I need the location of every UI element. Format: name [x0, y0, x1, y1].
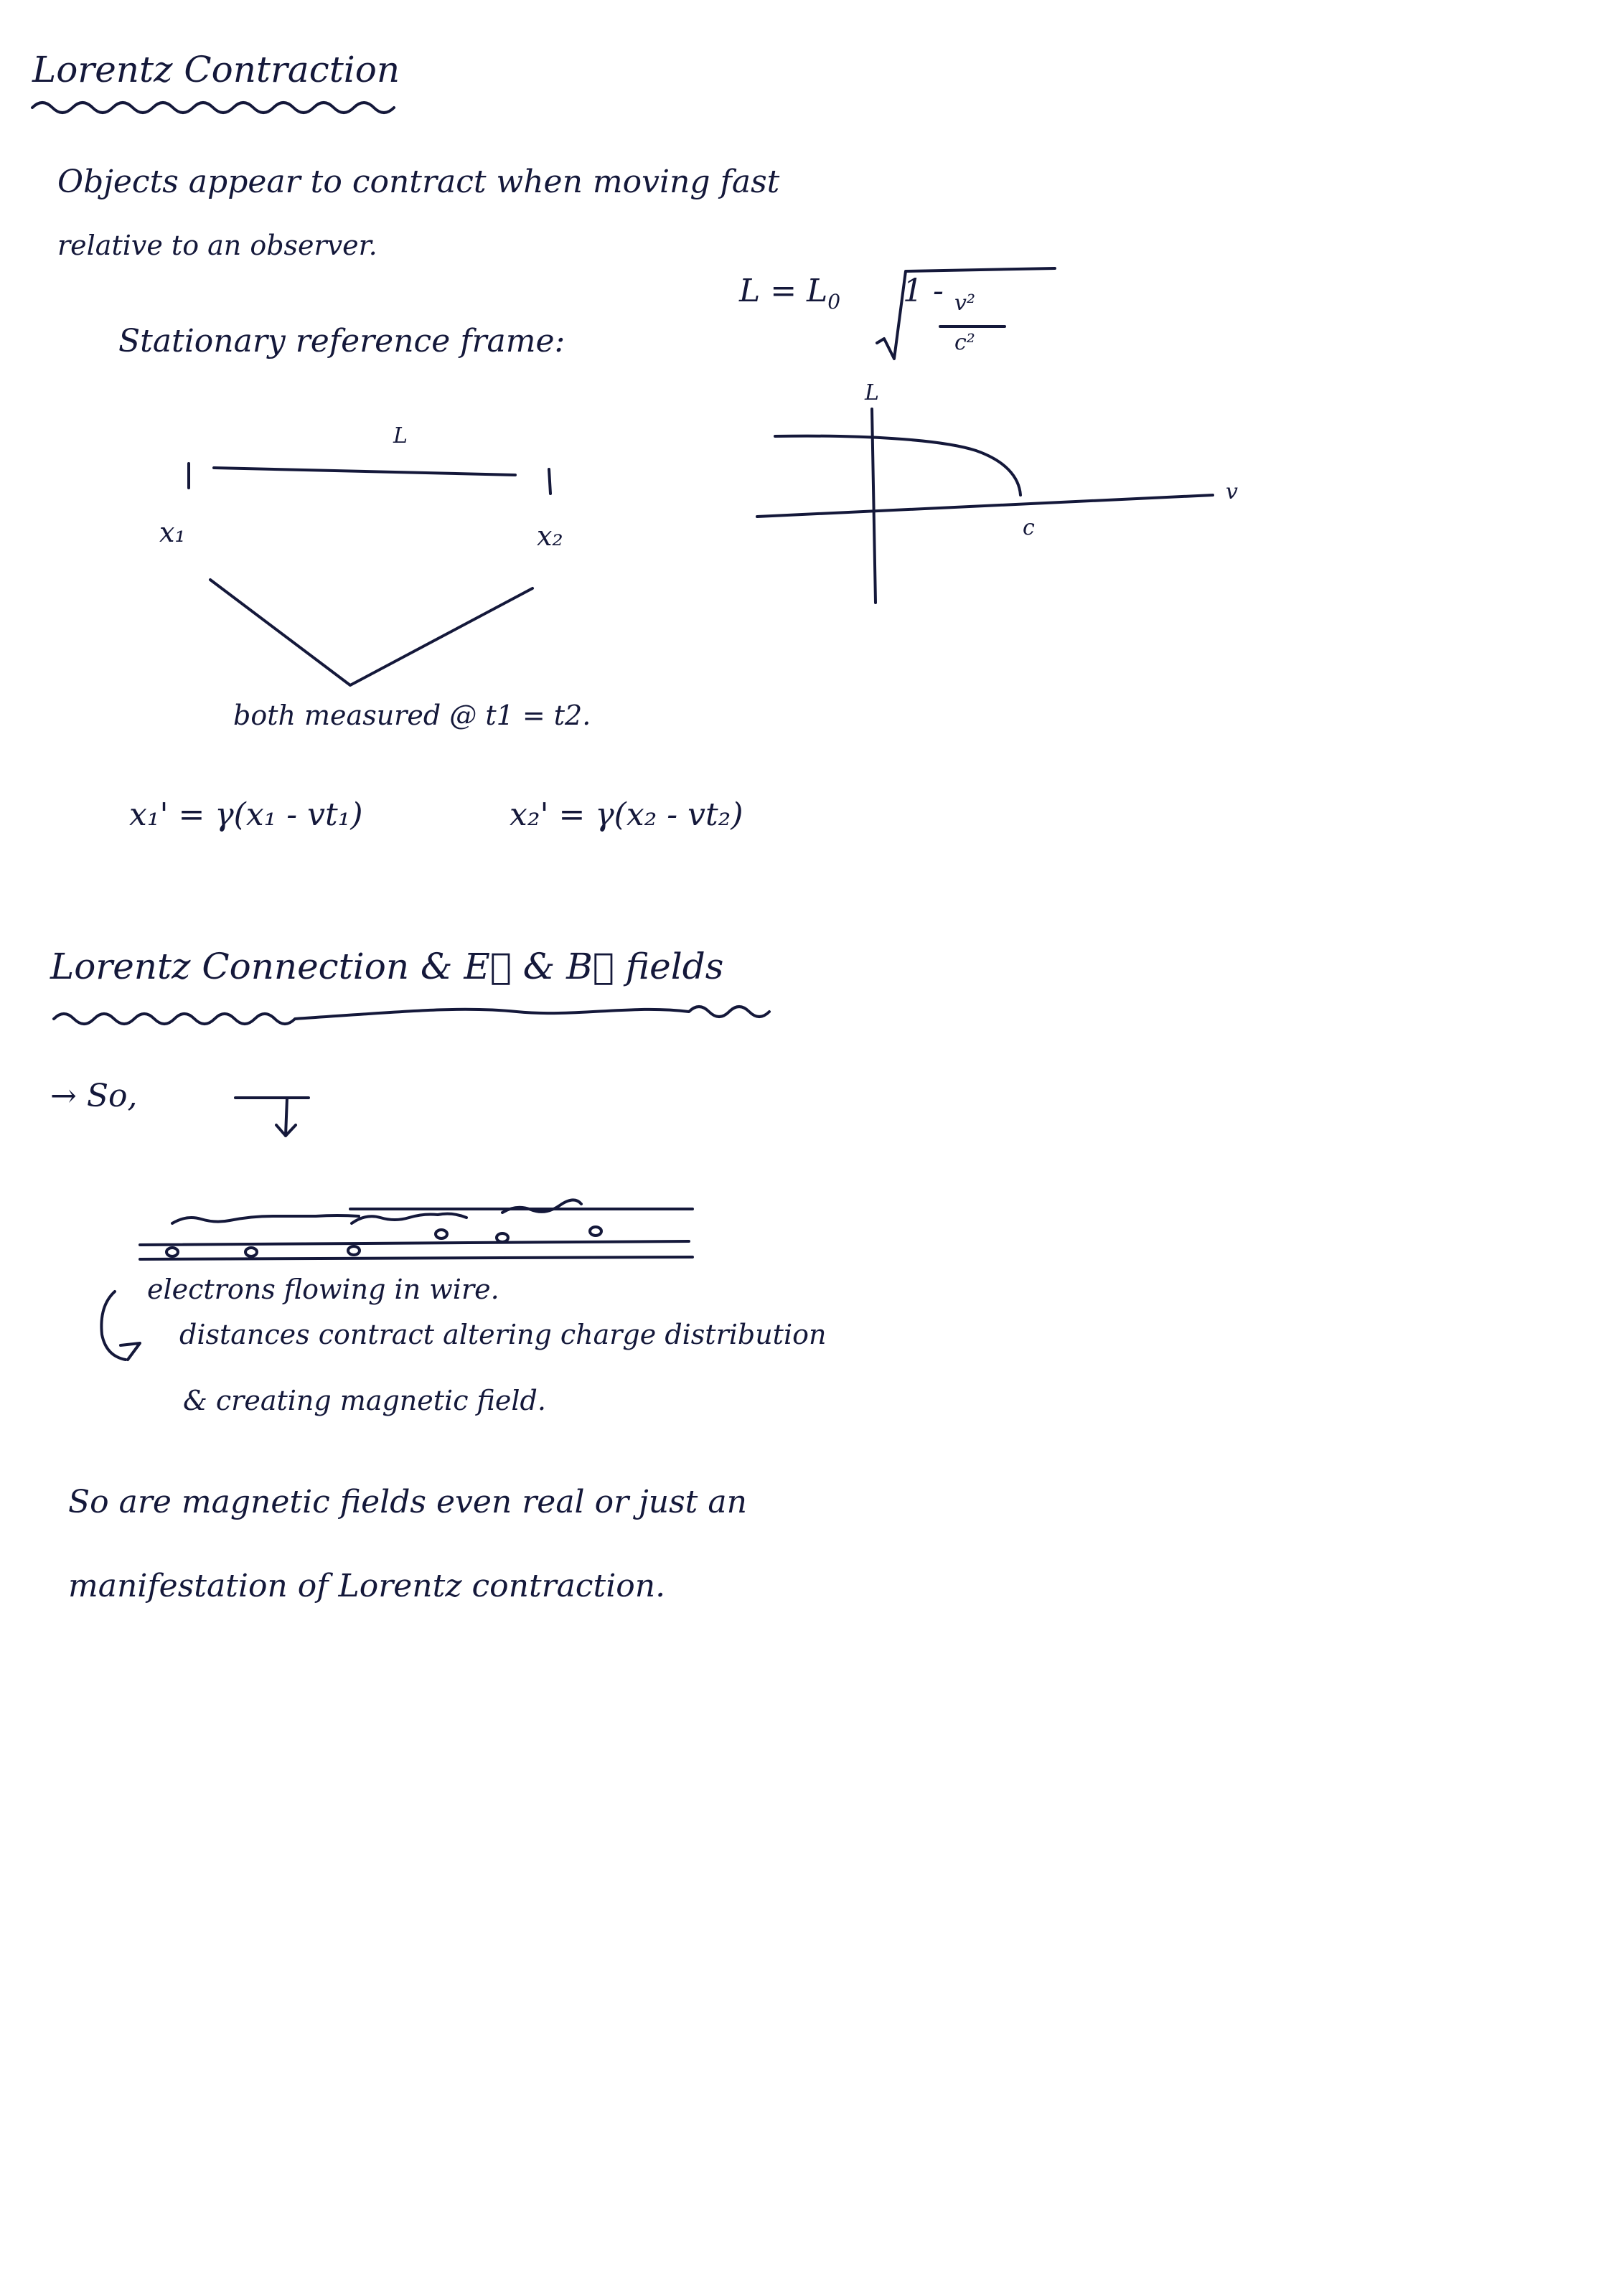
- rod-tick-right: [549, 469, 550, 494]
- formula-denominator: c²: [954, 330, 975, 355]
- title-underline: [32, 103, 394, 113]
- formula-sub: 0: [827, 289, 841, 314]
- x1-label: x₁: [159, 517, 186, 548]
- section2-underline: [54, 1007, 769, 1024]
- wire-note-1: electrons flowing in wire.: [147, 1274, 499, 1305]
- electron-3: [348, 1246, 360, 1255]
- v-shape: [210, 580, 532, 685]
- transform-eq-1: x₁' = γ(x₁ - vt₁): [129, 796, 363, 833]
- wire-mid: [140, 1257, 693, 1259]
- wire-note-2: distances contract altering charge distribution: [179, 1319, 827, 1350]
- electron-2: [245, 1248, 257, 1256]
- electron-6: [590, 1227, 601, 1236]
- notes-bracket: [101, 1292, 126, 1360]
- graph-x-label: v: [1226, 479, 1238, 504]
- graph-c-label: c: [1023, 515, 1035, 540]
- graph-curve: [775, 436, 1020, 495]
- formula-numerator: v²: [954, 291, 975, 316]
- stationary-heading: Stationary reference frame:: [118, 323, 565, 359]
- page-title: Lorentz Contraction: [32, 49, 400, 90]
- so-label: → So,: [50, 1078, 138, 1114]
- measurement-note: both measured @ t1 = t2.: [233, 700, 591, 731]
- electron-5: [497, 1233, 508, 1242]
- formula-sqrt-body: 1 -: [903, 273, 944, 309]
- wire-note-3: & creating magnetic field.: [183, 1385, 546, 1416]
- graph-y-label: L: [865, 380, 879, 405]
- formula-lhs: [739, 273, 840, 314]
- conclusion-line-1: So are magnetic fields even real or just an: [68, 1484, 747, 1520]
- formula-lhs-text: L = L: [739, 273, 828, 309]
- wire-bottom: [140, 1241, 689, 1245]
- electron-4: [436, 1230, 447, 1238]
- intro-line-1: Objects appear to contract when moving fast: [57, 164, 780, 200]
- so-arrow: [235, 1098, 309, 1136]
- rod-line: [214, 468, 515, 475]
- section2-title: Lorentz Connection & E⃗ & B⃗ fields: [50, 946, 724, 987]
- transform-eq-2: x₂' = γ(x₂ - vt₂): [510, 796, 743, 833]
- field-lines: [172, 1200, 581, 1223]
- x2-label: x₂: [537, 520, 563, 552]
- notes-arrow: [121, 1343, 140, 1360]
- intro-line-2: relative to an observer.: [57, 230, 377, 261]
- rod-length-label: L: [393, 423, 408, 448]
- graph-x-axis: [757, 495, 1213, 517]
- electron-1: [166, 1248, 178, 1256]
- conclusion-line-2: manifestation of Lorentz contraction.: [68, 1568, 666, 1604]
